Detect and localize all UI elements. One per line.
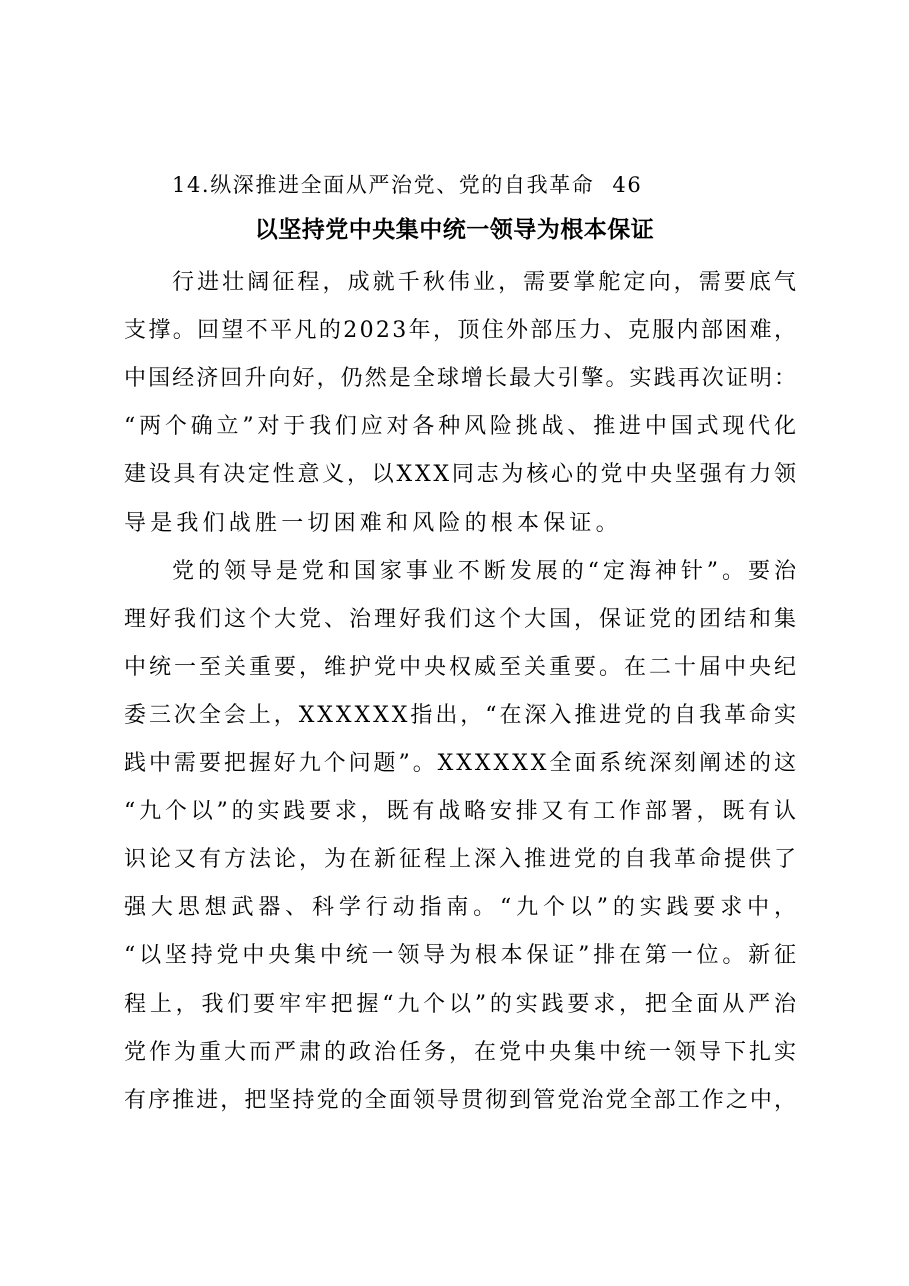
paragraph-line: 程上，我们要牢牢把握“九个以”的实践要求，把全面从严治 [124, 991, 800, 1017]
toc-entry-text: 14.纵深推进全面从严治党、党的自我革命 [172, 173, 595, 197]
paragraph-line: 有序推进，把坚持党的全面领导贯彻到管党治党全部工作之中， [124, 1087, 799, 1113]
paragraph-line: 建设具有决定性意义，以XXX同志为核心的党中央坚强有力领 [124, 462, 799, 488]
article-title: 以坚持党中央集中统一领导为根本保证 [254, 216, 655, 243]
paragraph-line: “两个确立”对于我们应对各种风险挑战、推进中国式现代化 [124, 414, 800, 440]
paragraph-line: “九个以”的实践要求，既有战略安排又有工作部署，既有认 [124, 799, 800, 825]
paragraph-line: 强大思想武器、科学行动指南。“九个以”的实践要求中， [124, 895, 801, 921]
paragraph-line: 党的领导是党和国家事业不断发展的“定海神针”。要治 [172, 558, 800, 584]
paragraph-line: “以坚持党中央集中统一领导为根本保证”排在第一位。新征 [124, 943, 800, 969]
paragraph-line: 践中需要把握好九个问题”。XXXXXX全面系统深刻阐述的这 [124, 751, 799, 776]
paragraph-line: 支撑。回望不平凡的2023年，顶住外部压力、克服内部困难， [124, 318, 799, 344]
toc-page-number: 46 [612, 173, 643, 197]
paragraph-line: 识论又有方法论，为在新征程上深入推进党的自我革命提供了 [124, 847, 799, 873]
paragraph-line: 导是我们战胜一切困难和风险的根本保证。 [124, 510, 622, 536]
paragraph-line: 理好我们这个大党、治理好我们这个大国，保证党的团结和集 [124, 606, 799, 632]
paragraph-line: 委三次全会上，XXXXXX指出，“在深入推进党的自我革命实 [124, 702, 799, 728]
toc-entry [172, 170, 642, 200]
paragraph-line: 中国经济回升向好，仍然是全球增长最大引擎。实践再次证明： [124, 366, 799, 392]
paragraph-line: 党作为重大而严肃的政治任务，在党中央集中统一领导下扎实 [124, 1039, 799, 1065]
paragraph-line: 行进壮阔征程，成就千秋伟业，需要掌舵定向，需要底气 [172, 270, 800, 295]
paragraph-line: 中统一至关重要，维护党中央权威至关重要。在二十届中央纪 [124, 654, 799, 680]
